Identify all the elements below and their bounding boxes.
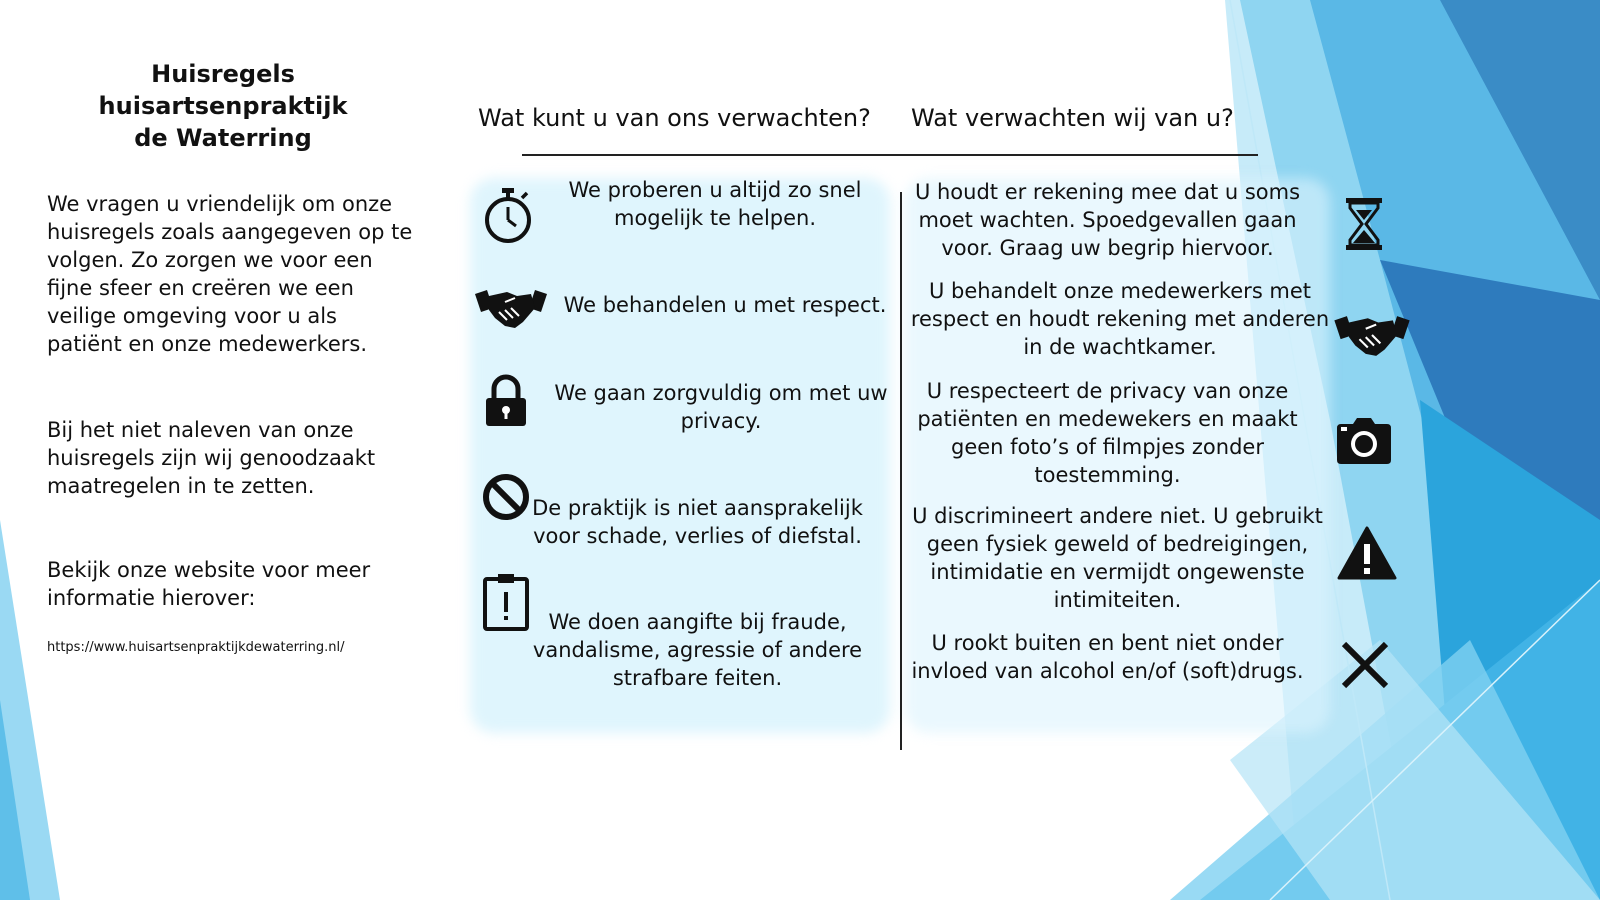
- right-item-text: U rookt buiten en bent niet onder invloed van alcohol en/of (soft)drugs.: [911, 631, 1304, 683]
- left-item-text: De praktijk is niet aansprakelijk voor schade, verlies of diefstal.: [532, 496, 863, 548]
- left-column-heading: Wat kunt u van ons verwachten?: [478, 104, 871, 132]
- left-item-text: We doen aangifte bij fraude, vandalisme, agressie of andere strafbare feiten.: [532, 610, 863, 690]
- handshake-icon: [475, 286, 547, 330]
- right-item-text: U behandelt onze medewerkers met respect en houdt rekening met anderen in de wachtkamer.: [910, 279, 1330, 359]
- cross-icon: [1340, 640, 1390, 690]
- left-item-text: We behandelen u met respect.: [563, 293, 887, 317]
- right-item-text: U respecteert de privacy van onze patiënten en medewekers en maakt geen foto’s of filmpjes zonder toestemming.: [917, 379, 1298, 487]
- column-divider: [900, 192, 902, 750]
- consequence-paragraph: Bij het niet naleven van onze huisregels zijn wij genoodzaakt maatregelen in te zetten.: [47, 418, 376, 498]
- left-item-text: We gaan zorgvuldig om met uw privacy.: [554, 381, 888, 433]
- right-item-text: U discrimineert andere niet. U gebruikt geen fysiek geweld of bedreigingen, intimidatie en vermijdt ongewenste intimiteiten.: [912, 504, 1323, 612]
- left-item-text: We proberen u altijd zo snel mogelijk te helpen.: [568, 178, 862, 230]
- intro-paragraph: We vragen u vriendelijk om onze huisregels zoals aangegeven op te volgen. Zo zorgen we voor een fijne sfeer en creëren we een veilige omgeving voor u als patiënt en onze medewerkers.: [47, 192, 413, 356]
- website-link[interactable]: https://www.huisartsenpraktijkdewaterring.nl/: [47, 640, 345, 655]
- lock-icon: [484, 374, 528, 428]
- heading-divider: [522, 154, 1258, 156]
- page-title: Huisregels huisartsenpraktijk de Waterring: [98, 60, 348, 152]
- hourglass-icon: [1344, 196, 1384, 252]
- stopwatch-icon: [482, 186, 534, 244]
- right-column-heading: Wat verwachten wij van u?: [911, 104, 1234, 132]
- right-item-text: U houdt er rekening mee dat u soms moet wachten. Spoedgevallen gaan voor. Graag uw begrip hiervoor.: [914, 180, 1301, 260]
- camera-icon: [1337, 418, 1391, 464]
- website-paragraph: Bekijk onze website voor meer informatie hierover:: [47, 558, 371, 610]
- warning-icon: [1337, 526, 1397, 580]
- handshake-icon: [1334, 312, 1410, 358]
